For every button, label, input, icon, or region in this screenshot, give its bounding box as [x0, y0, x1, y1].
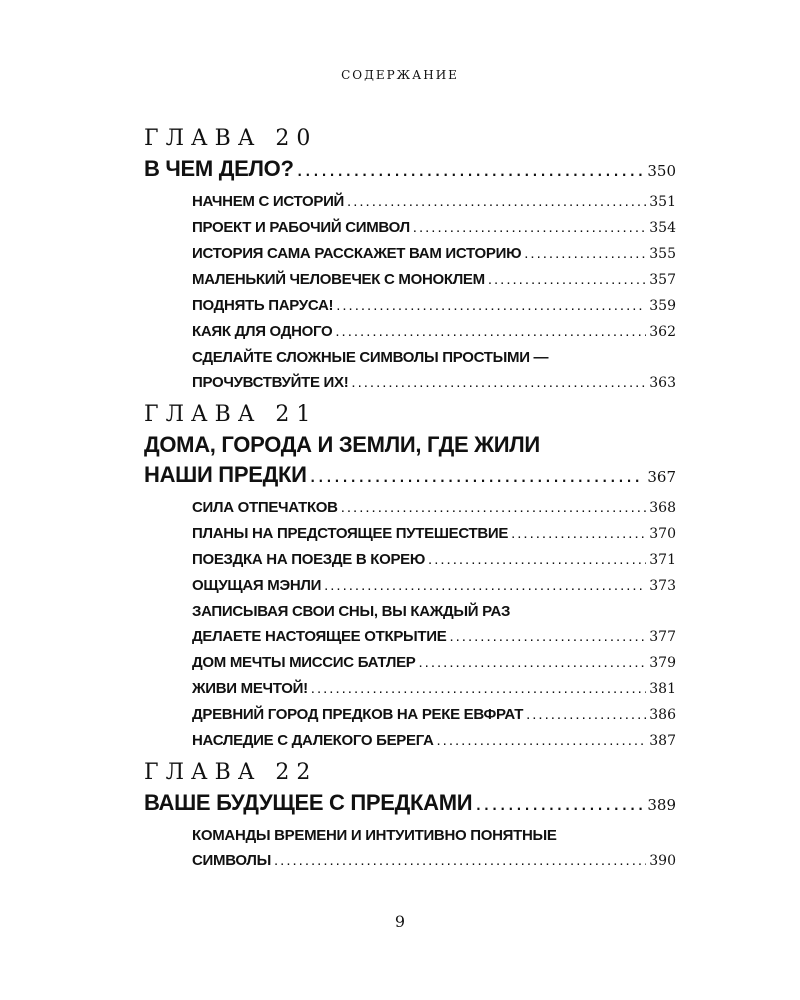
section-entry-page: 390 [649, 853, 676, 869]
section-entry-page: 370 [649, 526, 676, 542]
section-entry-title: ДЕЛАЕТЕ НАСТОЯЩЕЕ ОТКРЫТИЕ [192, 628, 447, 645]
dot-leader [335, 319, 646, 344]
section-title-line: ЗАПИСЫВАЯ СВОИ СНЫ, ВЫ КАЖДЫЙ РАЗ [192, 603, 511, 620]
chapter-entry-title: В ЧЕМ ДЕЛО? [144, 156, 294, 181]
section-entry-page: 354 [649, 220, 676, 236]
section-entry-page: 351 [649, 194, 676, 210]
section-entry [192, 702, 676, 728]
dot-leader [488, 267, 646, 292]
section-entry-title: КАЯК ДЛЯ ОДНОГО [192, 323, 333, 340]
section-entry-page: 355 [649, 246, 676, 262]
section-entry [192, 319, 676, 345]
chapter-label: ГЛАВА 21 [144, 402, 318, 427]
dot-leader [351, 370, 646, 395]
section-entry-title: ПРОЧУВСТВУЙТЕ ИХ! [192, 374, 349, 391]
chapter-entry [144, 154, 676, 186]
dot-leader [311, 676, 646, 701]
section-entry-title: СИМВОЛЫ [192, 852, 271, 869]
chapter-entry-title: ВАШЕ БУДУЩЕЕ С ПРЕДКАМИ [144, 790, 473, 815]
section-entry-title: ПОДНЯТЬ ПАРУСА! [192, 297, 334, 314]
section-entry-title: СИЛА ОТПЕЧАТКОВ [192, 499, 338, 516]
section-entry-page: 387 [649, 733, 676, 749]
section-entry [192, 495, 676, 521]
section-entry [192, 547, 676, 573]
dot-leader [297, 154, 645, 184]
chapter-label: ГЛАВА 22 [144, 760, 318, 785]
section-entry-page: 379 [649, 655, 676, 671]
section-entry [192, 189, 676, 215]
dot-leader [449, 624, 646, 649]
chapter-entry [144, 460, 676, 492]
section-entry-title: МАЛЕНЬКИЙ ЧЕЛОВЕЧЕК С МОНОКЛЕМ [192, 271, 485, 288]
dot-leader [341, 495, 647, 520]
dot-leader [526, 702, 646, 727]
dot-leader [419, 650, 647, 675]
section-entry-title: ИСТОРИЯ САМА РАССКАЖЕТ ВАМ ИСТОРИЮ [192, 245, 522, 262]
section-entry [192, 624, 676, 650]
chapter-entry-page: 350 [647, 162, 676, 180]
section-entry-page: 362 [649, 324, 676, 340]
section-entry [192, 241, 676, 267]
dot-leader [475, 788, 644, 818]
chapter-label: ГЛАВА 20 [144, 126, 318, 151]
table-of-contents [144, 124, 676, 878]
dot-leader [324, 573, 646, 598]
section-entry-page: 357 [649, 272, 676, 288]
chapter-block [144, 758, 676, 874]
section-entry-page: 381 [649, 681, 676, 697]
dot-leader [437, 728, 647, 753]
dot-leader [310, 460, 645, 490]
section-entry-title: ДРЕВНИЙ ГОРОД ПРЕДКОВ НА РЕКЕ ЕВФРАТ [192, 706, 524, 723]
section-entry-title: ПЛАНЫ НА ПРЕДСТОЯЩЕЕ ПУТЕШЕСТВИЕ [192, 525, 509, 542]
chapter-entry-page: 367 [647, 468, 676, 486]
section-entry-page: 359 [649, 298, 676, 314]
section-entry-title: НАЧНЕМ С ИСТОРИЙ [192, 193, 345, 210]
section-list [144, 189, 676, 396]
section-entry [192, 728, 676, 754]
section-entry-title: ПРОЕКТ И РАБОЧИЙ СИМВОЛ [192, 219, 410, 236]
chapter-entry [144, 788, 676, 820]
section-entry [192, 573, 676, 599]
section-entry-page: 373 [649, 578, 676, 594]
dot-leader [511, 521, 646, 546]
dot-leader [413, 215, 646, 240]
section-list [144, 495, 676, 754]
section-title-line: КОМАНДЫ ВРЕМЕНИ И ИНТУИТИВНО ПОНЯТНЫЕ [192, 827, 557, 844]
section-list [144, 823, 676, 874]
section-title-line: СДЕЛАЙТЕ СЛОЖНЫЕ СИМВОЛЫ ПРОСТЫМИ — [192, 349, 549, 366]
section-entry [192, 521, 676, 547]
section-entry [192, 215, 676, 241]
chapter-entry-page: 389 [647, 796, 676, 814]
section-entry-title: ЖИВИ МЕЧТОЙ! [192, 680, 308, 697]
section-entry [192, 848, 676, 874]
section-entry-page: 371 [649, 552, 676, 568]
section-entry-title: ОЩУЩАЯ МЭНЛИ [192, 577, 322, 594]
section-entry-page: 377 [649, 629, 676, 645]
section-entry-page: 368 [649, 500, 676, 516]
section-entry [192, 293, 676, 319]
chapter-title-line: ДОМА, ГОРОДА И ЗЕМЛИ, ГДЕ ЖИЛИ [144, 432, 540, 457]
dot-leader [336, 293, 646, 318]
section-entry [192, 650, 676, 676]
chapter-entry-title: НАШИ ПРЕДКИ [144, 462, 307, 487]
dot-leader [274, 848, 646, 873]
running-header: СОДЕРЖАНИЕ [341, 68, 459, 82]
section-entry-title: ПОЕЗДКА НА ПОЕЗДЕ В КОРЕЮ [192, 551, 426, 568]
chapter-block [144, 400, 676, 754]
section-entry [192, 676, 676, 702]
dot-leader [524, 241, 646, 266]
page-number: 9 [394, 912, 406, 931]
section-entry [192, 267, 676, 293]
section-entry-title: ДОМ МЕЧТЫ МИССИС БАТЛЕР [192, 654, 416, 671]
section-entry-title: НАСЛЕДИЕ С ДАЛЕКОГО БЕРЕГА [192, 732, 434, 749]
dot-leader [347, 189, 646, 214]
dot-leader [428, 547, 646, 572]
section-entry-page: 386 [649, 707, 676, 723]
section-entry-page: 363 [649, 375, 676, 391]
section-entry [192, 370, 676, 396]
chapter-block [144, 124, 676, 396]
